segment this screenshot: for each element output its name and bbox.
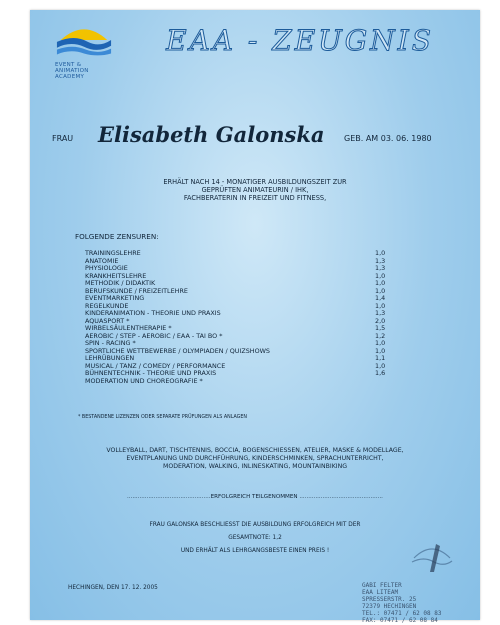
summary-line: FRAU GALONSKA BESCHLIESST DIE AUSBILDUNG ERFOLGREICH MIT DER <box>149 522 361 528</box>
grades-list <box>85 250 405 385</box>
grade-subject: ANATOMIE <box>85 256 119 265</box>
stamp-line: EAA LITEAM <box>362 589 399 596</box>
grade-value: 1,0 <box>375 271 386 280</box>
grade-value: 1,0 <box>375 301 386 310</box>
grade-value: 1,1 <box>375 354 386 362</box>
grade-value: 1,5 <box>375 324 386 332</box>
intro-line: FACHBERATERIN IN FREIZEIT UND FITNESS, <box>183 194 327 203</box>
grade-subject: AQUASPORT * <box>85 316 130 325</box>
grade-subject: PHYSIOLOGIE <box>85 264 128 272</box>
licenses-footnote: * BESTANDENE LIZENZEN ODER SEPARATE PRÜFUNGEN ALS ANLAGEN <box>78 415 248 420</box>
stamp-line: GABI FELTER <box>362 582 402 589</box>
birth-date: GEB. AM 03. 06. 1980 <box>344 134 432 143</box>
grade-value: 1,0 <box>375 339 386 347</box>
grade-row <box>85 378 405 386</box>
grade-subject: MUSICAL / TANZ / COMEDY / PERFORMANCE <box>85 361 226 370</box>
stamp-line: TEL.: 07471 / 62 08 83 <box>362 610 442 617</box>
grade-value: 1,0 <box>375 361 386 370</box>
additional-skills <box>70 447 440 472</box>
stamp-logo-icon <box>410 538 454 574</box>
academy-stamp <box>350 538 470 624</box>
grade-subject: BERUFSKUNDE / FREIZEITLEHRE <box>85 286 188 295</box>
grade-subject: MODERATION UND CHOREOGRAFIE * <box>85 376 203 385</box>
grade-value: 1,3 <box>375 264 386 272</box>
intro-line: ERHÄLT NACH 14 - MONATIGER AUSBILDUNGSZEIT ZUR <box>163 178 347 186</box>
grade-subject: TRAININGSLEHRE <box>85 249 141 257</box>
grade-value: 2,0 <box>375 316 386 325</box>
qualification-text <box>70 178 440 203</box>
grade-value: 1,0 <box>375 249 386 257</box>
grade-subject: REGELKUNDE <box>85 301 129 310</box>
grades-heading: FOLGENDE ZENSUREN: <box>75 232 159 241</box>
grade-subject: SPIN - RACING * <box>85 339 136 347</box>
grade-value: 1,3 <box>375 309 386 317</box>
certificate-title: EAA - ZEUGNIS <box>166 24 434 57</box>
logo-line: ANIMATION <box>55 68 89 74</box>
grade-value: 1,0 <box>375 286 386 295</box>
place-and-date: HECHINGEN, DEN 17. 12. 2005 <box>68 585 158 591</box>
salutation: FRAU <box>52 134 74 143</box>
logo-line: EVENT & <box>55 62 82 68</box>
logo-text <box>55 62 125 80</box>
grade-subject: KINDERANIMATION - THEORIE UND PRAXIS <box>85 309 221 317</box>
grade-row <box>85 310 405 318</box>
grade-subject: AEROBIC / STEP - AEROBIC / EAA - TAI BO * <box>85 331 223 340</box>
skills-line: MODERATION, WALKING, INLINESKATING, MOUNTAINBIKING <box>163 463 347 471</box>
grade-value: 1,0 <box>375 279 386 287</box>
grade-subject: WIRBELSÄULENTHERAPIE * <box>85 324 172 332</box>
participation-line: ...............................................ERFOLGREICH TEILGENOMMEN ............................................... <box>127 494 383 500</box>
skills-line: EVENTPLANUNG UND DURCHFÜHRUNG, KINDERSCHMINKEN, SPRACHUNTERRICHT, <box>126 455 384 463</box>
certificate-paper <box>30 10 480 624</box>
stamp-line: FAX: 07471 / 62 08 84 <box>362 617 438 624</box>
logo-line: ACADEMY <box>55 74 85 80</box>
grade-row <box>85 258 405 266</box>
overall-grade: GESAMTNOTE: 1,2 <box>228 535 282 541</box>
grade-subject: KRANKHEITSLEHRE <box>85 271 147 280</box>
grade-subject: SPORTLICHE WETTBEWERBE / OLYMPIADEN / QUIZSHOWS <box>85 346 270 355</box>
grade-value: 1,2 <box>375 331 386 340</box>
grade-value: 1,3 <box>375 256 386 265</box>
intro-line: GEPRÜFTEN ANIMATEURIN / IHK, <box>201 186 309 195</box>
grade-value: 1,0 <box>375 346 386 355</box>
grade-subject: EVENTMARKETING <box>85 294 145 302</box>
grade-value <box>375 378 405 386</box>
recipient-name: Elisabeth Galonska <box>98 122 325 147</box>
summary-line: UND ERHÄLT ALS LEHRGANGSBESTE EINEN PREIS ! <box>180 548 330 554</box>
stamp-line: SPRESSERSTR. 25 <box>362 596 417 603</box>
grade-subject: METHODIK / DIDAKTIK <box>85 279 156 287</box>
academy-logo <box>55 22 125 80</box>
grade-value: 1,4 <box>375 294 386 302</box>
stamp-address <box>362 582 441 624</box>
skills-line: VOLLEYBALL, DART, TISCHTENNIS, BOCCIA, BOGENSCHIESSEN, ATELIER, MASKE & MODELLAGE, <box>106 447 404 454</box>
grade-row <box>85 295 405 303</box>
grade-subject: LEHRÜBUNGEN <box>85 354 135 362</box>
grade-value: 1,6 <box>375 369 386 377</box>
grade-row <box>85 250 405 258</box>
grade-subject: BÜHNENTECHNIK - THEORIE UND PRAXIS <box>85 369 217 377</box>
academy-logo-icon <box>55 22 113 56</box>
stamp-line: 72379 HECHINGEN <box>362 603 417 610</box>
